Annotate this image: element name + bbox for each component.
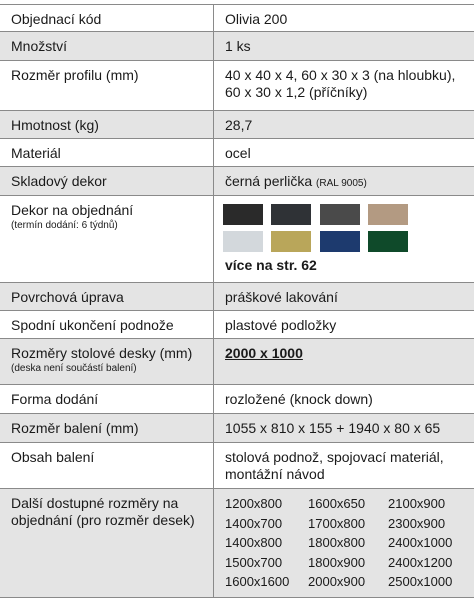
profile-size-line-2: 60 x 30 x 1,2 (příčníky) (225, 84, 368, 100)
swatch-navy (320, 231, 360, 252)
size-item: 1800x900 (308, 554, 366, 570)
weight-label: Hmotnost (kg) (11, 117, 99, 133)
stock-finish-ral: (RAL 9005) (316, 178, 367, 189)
size-item: 1600x1600 (225, 574, 290, 589)
stock-finish-label: Skladový dekor (11, 173, 107, 189)
size-item: 2100x900 (388, 496, 446, 511)
swatch-anthracite (271, 204, 311, 225)
row-package-contents (0, 442, 474, 488)
package-contents-label: Obsah balení (11, 449, 95, 465)
profile-size-line-1: 40 x 40 x 4, 60 x 30 x 3 (na hloubku), (225, 67, 456, 83)
size-item: 1400x700 (225, 515, 283, 531)
swatch-bronze (368, 204, 408, 225)
row-quantity (0, 31, 474, 60)
size-column-1 (225, 494, 289, 592)
row-profile-size (0, 60, 474, 110)
stock-finish-value (225, 167, 470, 192)
other-sizes-label-line-2: objednání (pro rozměr desek) (11, 512, 195, 528)
row-surface-finish (0, 282, 474, 310)
weight-value: 28,7 (225, 117, 253, 133)
row-order-finish (0, 195, 474, 282)
other-sizes-label-line-1: Další dostupné rozměry na (11, 495, 179, 511)
swatch-green (368, 231, 408, 252)
row-stock-finish (0, 166, 474, 195)
row-weight (0, 110, 474, 138)
order-code-label: Objednací kód (11, 11, 102, 27)
swatch-light-gray (223, 231, 263, 252)
more-on-page-link: více na str. 62 (225, 257, 317, 273)
row-material (0, 138, 474, 166)
row-order-code (0, 4, 474, 31)
profile-size-label: Rozměr profilu (mm) (11, 67, 139, 83)
swatch-gold (271, 231, 311, 252)
size-item: 1200x800 (225, 496, 283, 511)
tabletop-size-value: 2000 x 1000 (225, 345, 303, 361)
profile-size-value (225, 61, 470, 101)
quantity-label: Množství (11, 38, 68, 54)
package-contents-line-2: montážní návod (225, 466, 325, 482)
package-contents-line-1: stolová podnož, spojovací materiál, (225, 449, 444, 465)
base-ending-value: plastové podložky (225, 317, 337, 333)
size-item: 1500x700 (225, 554, 283, 570)
swatch-graphite (320, 204, 360, 225)
delivery-form-value: rozložené (knock down) (225, 391, 373, 407)
size-item: 2300x900 (388, 515, 446, 531)
size-item: 2000x900 (308, 574, 366, 589)
swatch-black-texture (223, 204, 263, 225)
row-base-ending (0, 310, 474, 338)
row-delivery-form (0, 384, 474, 413)
order-code-value: Olivia 200 (225, 11, 288, 27)
package-contents-value (225, 443, 470, 483)
size-column-2 (308, 494, 365, 592)
material-value: ocel (225, 145, 251, 161)
size-item: 1700x800 (308, 515, 366, 531)
row-tabletop-size (0, 338, 474, 384)
material-label: Materiál (11, 145, 61, 161)
package-size-value: 1055 x 810 x 155 + 1940 x 80 x 65 (225, 420, 441, 436)
size-item: 2400x1000 (388, 535, 453, 550)
size-item: 2500x1000 (388, 574, 453, 589)
quantity-value: 1 ks (225, 38, 251, 54)
order-finish-label: Dekor na objednání (11, 202, 134, 218)
row-package-size (0, 413, 474, 442)
other-sizes-label (11, 489, 207, 529)
size-column-3 (388, 494, 452, 592)
tabletop-size-label: Rozměry stolové desky (mm) (11, 345, 193, 361)
size-item: 1400x800 (225, 535, 283, 550)
row-other-sizes (0, 488, 474, 598)
tabletop-size-note: (deska není součástí balení) (11, 363, 137, 374)
delivery-form-label: Forma dodání (11, 391, 99, 407)
stock-finish-color: černá perlička (225, 173, 313, 189)
surface-finish-label: Povrchová úprava (11, 289, 124, 305)
base-ending-label: Spodní ukončení podnože (11, 317, 174, 333)
size-item: 2400x1200 (388, 554, 453, 570)
surface-finish-value: práškové lakování (225, 289, 338, 305)
package-size-label: Rozměr balení (mm) (11, 420, 139, 436)
size-item: 1800x800 (308, 535, 366, 550)
order-finish-note: (termín dodání: 6 týdnů) (11, 220, 118, 231)
swatch-grid (214, 196, 474, 282)
size-item: 1600x650 (308, 496, 366, 511)
